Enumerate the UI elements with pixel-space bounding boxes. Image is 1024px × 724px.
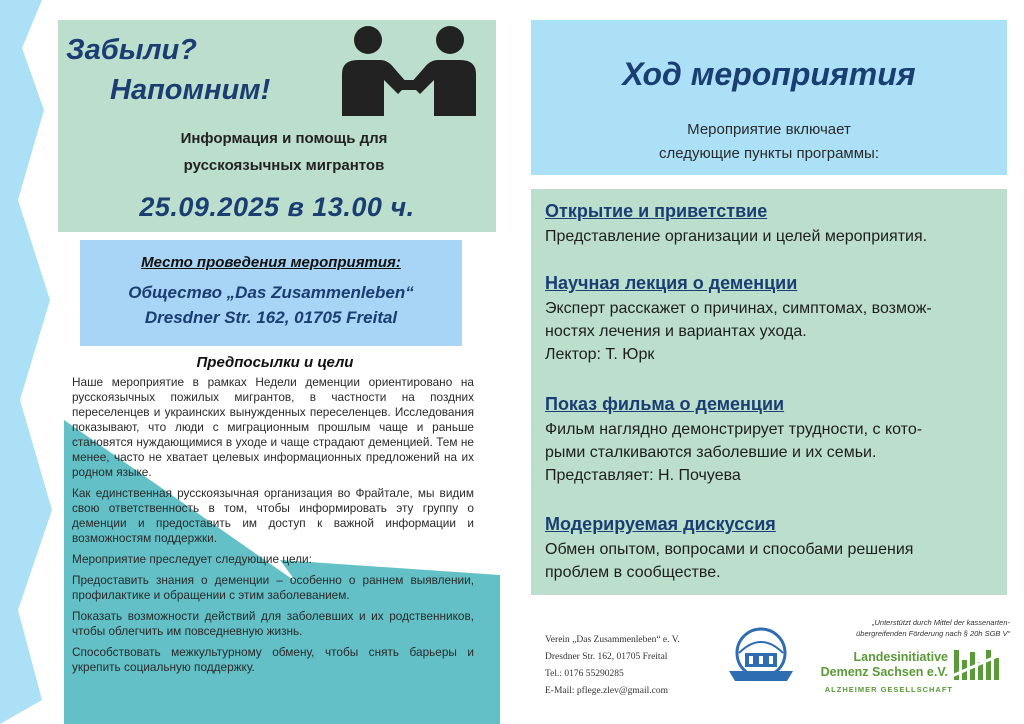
das-zusammenleben-logo (725, 625, 797, 685)
contact-address: Dresdner Str. 162, 01705 Freital (545, 652, 668, 662)
program-intro-line-1: Мероприятие включает (687, 121, 851, 138)
contact-email: E-Mail: pflege.zlev@gmail.com (545, 686, 668, 696)
program-title: Ход мероприятия (622, 56, 916, 92)
program-item-line: Представляет: Н. Почуева (545, 467, 741, 484)
program-item-title: Открытие и приветствие (545, 201, 768, 221)
program-item-title: Показ фильма о деменции (545, 394, 785, 414)
program-item-line: Эксперт расскажет о причинах, симптомах, возмож- (545, 300, 932, 317)
subtitle (134, 125, 434, 179)
title-line-1: Забыли? (66, 34, 197, 66)
venue-line-1: Общество „Das Zusammenleben“ (128, 283, 414, 302)
support-note (810, 617, 1010, 639)
background-paragraph: Способствовать межкультурному обмену, чтобы снять барьеры и укрепить социальную поддержку. (72, 645, 474, 674)
event-date: 25.09.2025 в 13.00 ч. (139, 192, 415, 222)
support-note-line-2: übergreifenden Förderung nach § 20h SGB V“ (856, 629, 1010, 638)
background-text (72, 375, 474, 681)
contact-phone: Tel.: 0176 55290285 (545, 669, 624, 679)
subtitle-line-2: русскоязычных мигрантов (183, 157, 385, 174)
contact-org: Verein „Das Zusammenleben“ e. V. (545, 635, 680, 645)
title-line-2: Напомним! (110, 74, 271, 106)
program-item-text (545, 418, 995, 487)
background-paragraph: Предоставить знания о деменции – особенно о раннем выявлении, профилактике и обращении с этим заболеванием. (72, 573, 474, 602)
program-intro-line-2: следующие пункты программы: (659, 145, 879, 162)
program-item-line: рыми сталкиваются заболевшие и их семьи. (545, 444, 877, 461)
background-paragraph: Мероприятие преследует следующие цели: (72, 552, 312, 566)
venue-line-2: Dresdner Str. 162, 01705 Freital (144, 308, 398, 327)
program-item-text (545, 297, 995, 366)
background-paragraph: Как единственная русскоязычная организация во Фрайтале, мы видим свою ответственность в том, чтобы информировать эту группу о деменции и предоставить им доступ к важной информации и возможностям поддержки. (72, 486, 474, 545)
landesinitiative-logo (952, 646, 1002, 684)
background-paragraph: Наше мероприятие в рамках Недели деменции ориентировано на русскоязычных пожилых мигрантов, в частности на поздних переселенцев и украинских вынужденных переселенцев. Исследования показывают, что люди с миграционным прошлым чаще и раньше становятся нуждающимися в уходе и чаще страдают деменцией. Тем не менее, часто не хватает целевых информационных предложений на их родном языке. (72, 375, 474, 479)
subtitle-line-1: Информация и помощь для (180, 130, 388, 147)
handshake-icon (336, 24, 482, 116)
program-item-line: Фильм наглядно демонстрирует трудности, с кото- (545, 421, 923, 438)
partner-org-line-1: Landesinitiative (853, 650, 948, 664)
partner-org-subtitle: ALZHEIMER GESELLSCHAFT (824, 685, 953, 694)
background-heading: Предпосылки и цели (196, 354, 354, 371)
program-item-title: Модерируемая дискуссия (545, 514, 776, 534)
program-item-text (545, 225, 995, 248)
background-paragraph: Показать возможности действий для заболевших и их родственников, чтобы облегчить им повседневную жизнь. (72, 609, 474, 638)
program-item-line: ностях лечения и вариантах ухода. (545, 323, 807, 340)
program-item-text (545, 538, 995, 584)
program-item-line: Представление организации и целей мероприятия. (545, 228, 928, 245)
program-item-line: проблем в сообществе. (545, 564, 721, 581)
program-item-line: Лектор: Т. Юрк (545, 346, 655, 363)
program-intro (561, 118, 977, 166)
program-item-title: Научная лекция о деменции (545, 273, 798, 293)
venue-heading: Место проведения мероприятия: (141, 254, 401, 271)
contact-info (545, 632, 680, 700)
light-blue-jagged-band (0, 0, 52, 724)
partner-org-name (818, 650, 948, 680)
program-item-line: Обмен опытом, вопросами и способами решения (545, 541, 914, 558)
support-note-line-1: „Unterstützt durch Mittel der kassenarten- (872, 618, 1010, 627)
partner-org-line-2: Demenz Sachsen e.V. (820, 665, 948, 679)
